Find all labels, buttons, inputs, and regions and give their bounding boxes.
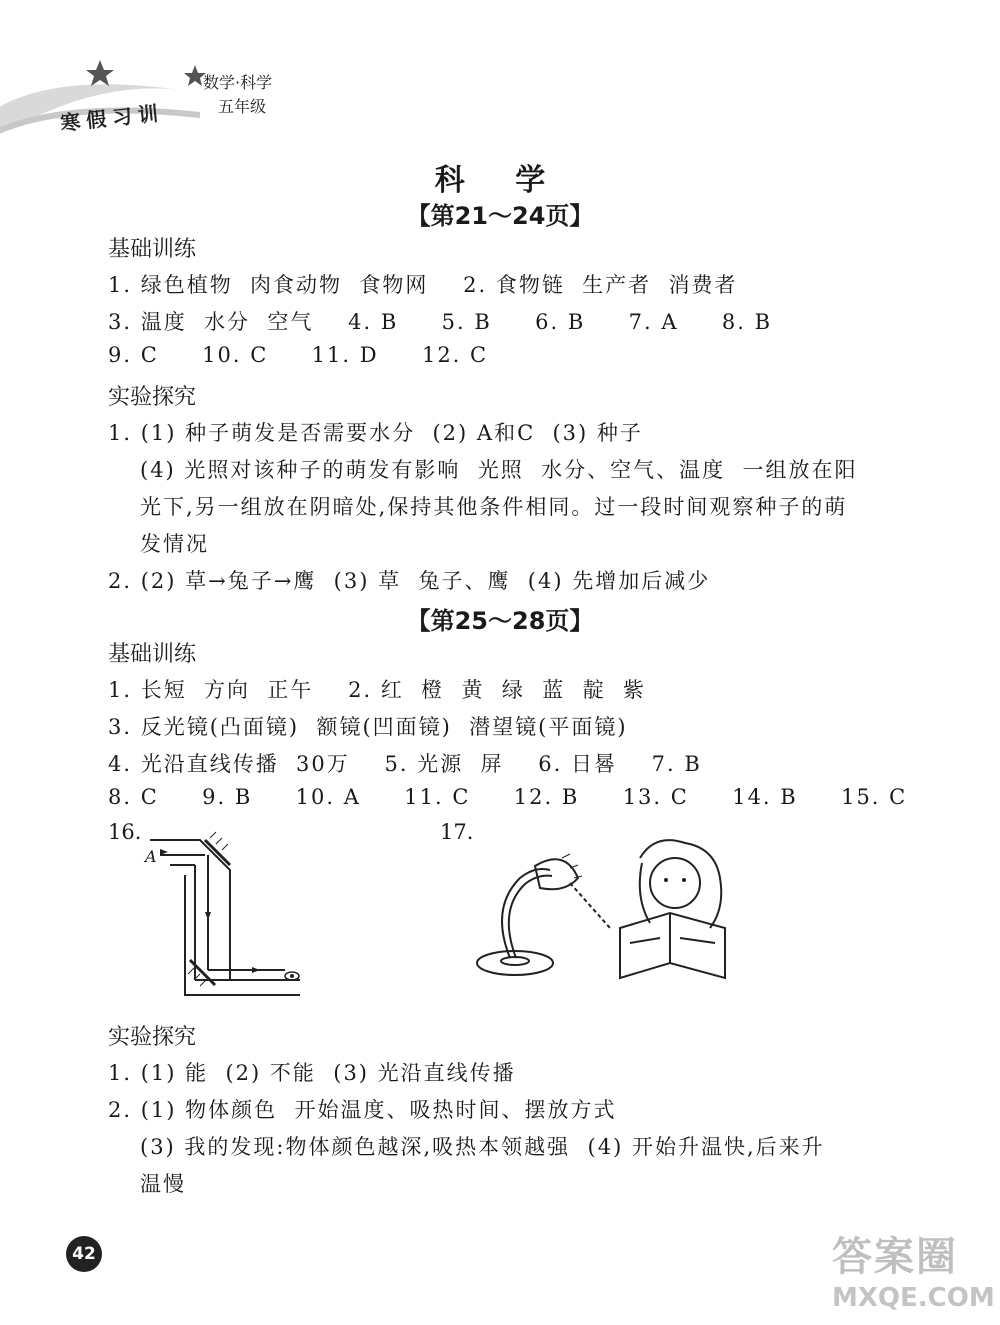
page-number: 42 [66, 1236, 102, 1272]
q17-label: 17. [440, 820, 474, 844]
answer-line: 2. (1) 物体颜色 开始温度、吸热时间、摆放方式 [108, 1098, 617, 1122]
lamp-reading-diagram [470, 838, 750, 988]
answer-line: 9. C 10. C 11. D 12. C [108, 343, 489, 367]
subject-label: 数学·科学 [203, 73, 273, 92]
answer-line: 1. (1) 能 (2) 不能 (3) 光沿直线传播 [108, 1061, 516, 1085]
watermark-big: 答案圈 [832, 1234, 958, 1280]
grade-label: 五年级 [218, 97, 267, 116]
answer-line: 1. (1) 种子萌发是否需要水分 (2) A和C (3) 种子 [108, 421, 643, 445]
answer-line: 4. 光沿直线传播 30万 5. 光源 屏 6. 日晷 7. B [108, 752, 702, 776]
answer-line: 温慢 [140, 1172, 186, 1196]
page-range-2: 【第25～28页】 [406, 607, 594, 635]
experiment-title-1: 实验探究 [108, 385, 197, 410]
page-range-1: 【第21～24页】 [406, 202, 594, 230]
answer-line: (4) 光照对该种子的萌发有影响 光照 水分、空气、温度 一组放在阳 [140, 458, 858, 482]
answer-line: 3. 温度 水分 空气 4. B 5. B 6. B 7. A 8. B [108, 310, 773, 334]
basic-training-title-2: 基础训练 [108, 642, 197, 667]
q16-label: 16. [108, 820, 142, 844]
periscope-diagram [150, 830, 310, 1000]
answer-line: 1. 绿色植物 肉食动物 食物网 2. 食物链 生产者 消费者 [108, 273, 738, 297]
watermark [832, 1225, 995, 1320]
point-a-label: A [145, 847, 157, 866]
basic-training-title-1: 基础训练 [108, 237, 197, 262]
page-title: 科 学 [434, 163, 566, 198]
answer-line: 2. (2) 草→兔子→鹰 (3) 草 兔子、鹰 (4) 先增加后减少 [108, 569, 711, 593]
answer-line: (3) 我的发现:物体颜色越深,吸热本领越强 (4) 开始升温快,后来升 [140, 1135, 825, 1159]
watermark-small: MXQE.COM [832, 1283, 995, 1313]
answer-line: 发情况 [140, 532, 209, 556]
experiment-title-2: 实验探究 [108, 1025, 197, 1050]
answer-line: 光下,另一组放在阴暗处,保持其他条件相同。过一段时间观察种子的萌 [140, 495, 848, 519]
answer-line: 8. C 9. B 10. A 11. C 12. B 13. C 14. B 15. C [108, 785, 908, 809]
logo-text: 寒假习训 [59, 100, 166, 136]
answer-line: 1. 长短 方向 正午 2. 红 橙 黄 绿 蓝 靛 紫 [108, 678, 646, 702]
answer-line: 3. 反光镜(凸面镜) 额镜(凹面镜) 潜望镜(平面镜) [108, 715, 628, 739]
